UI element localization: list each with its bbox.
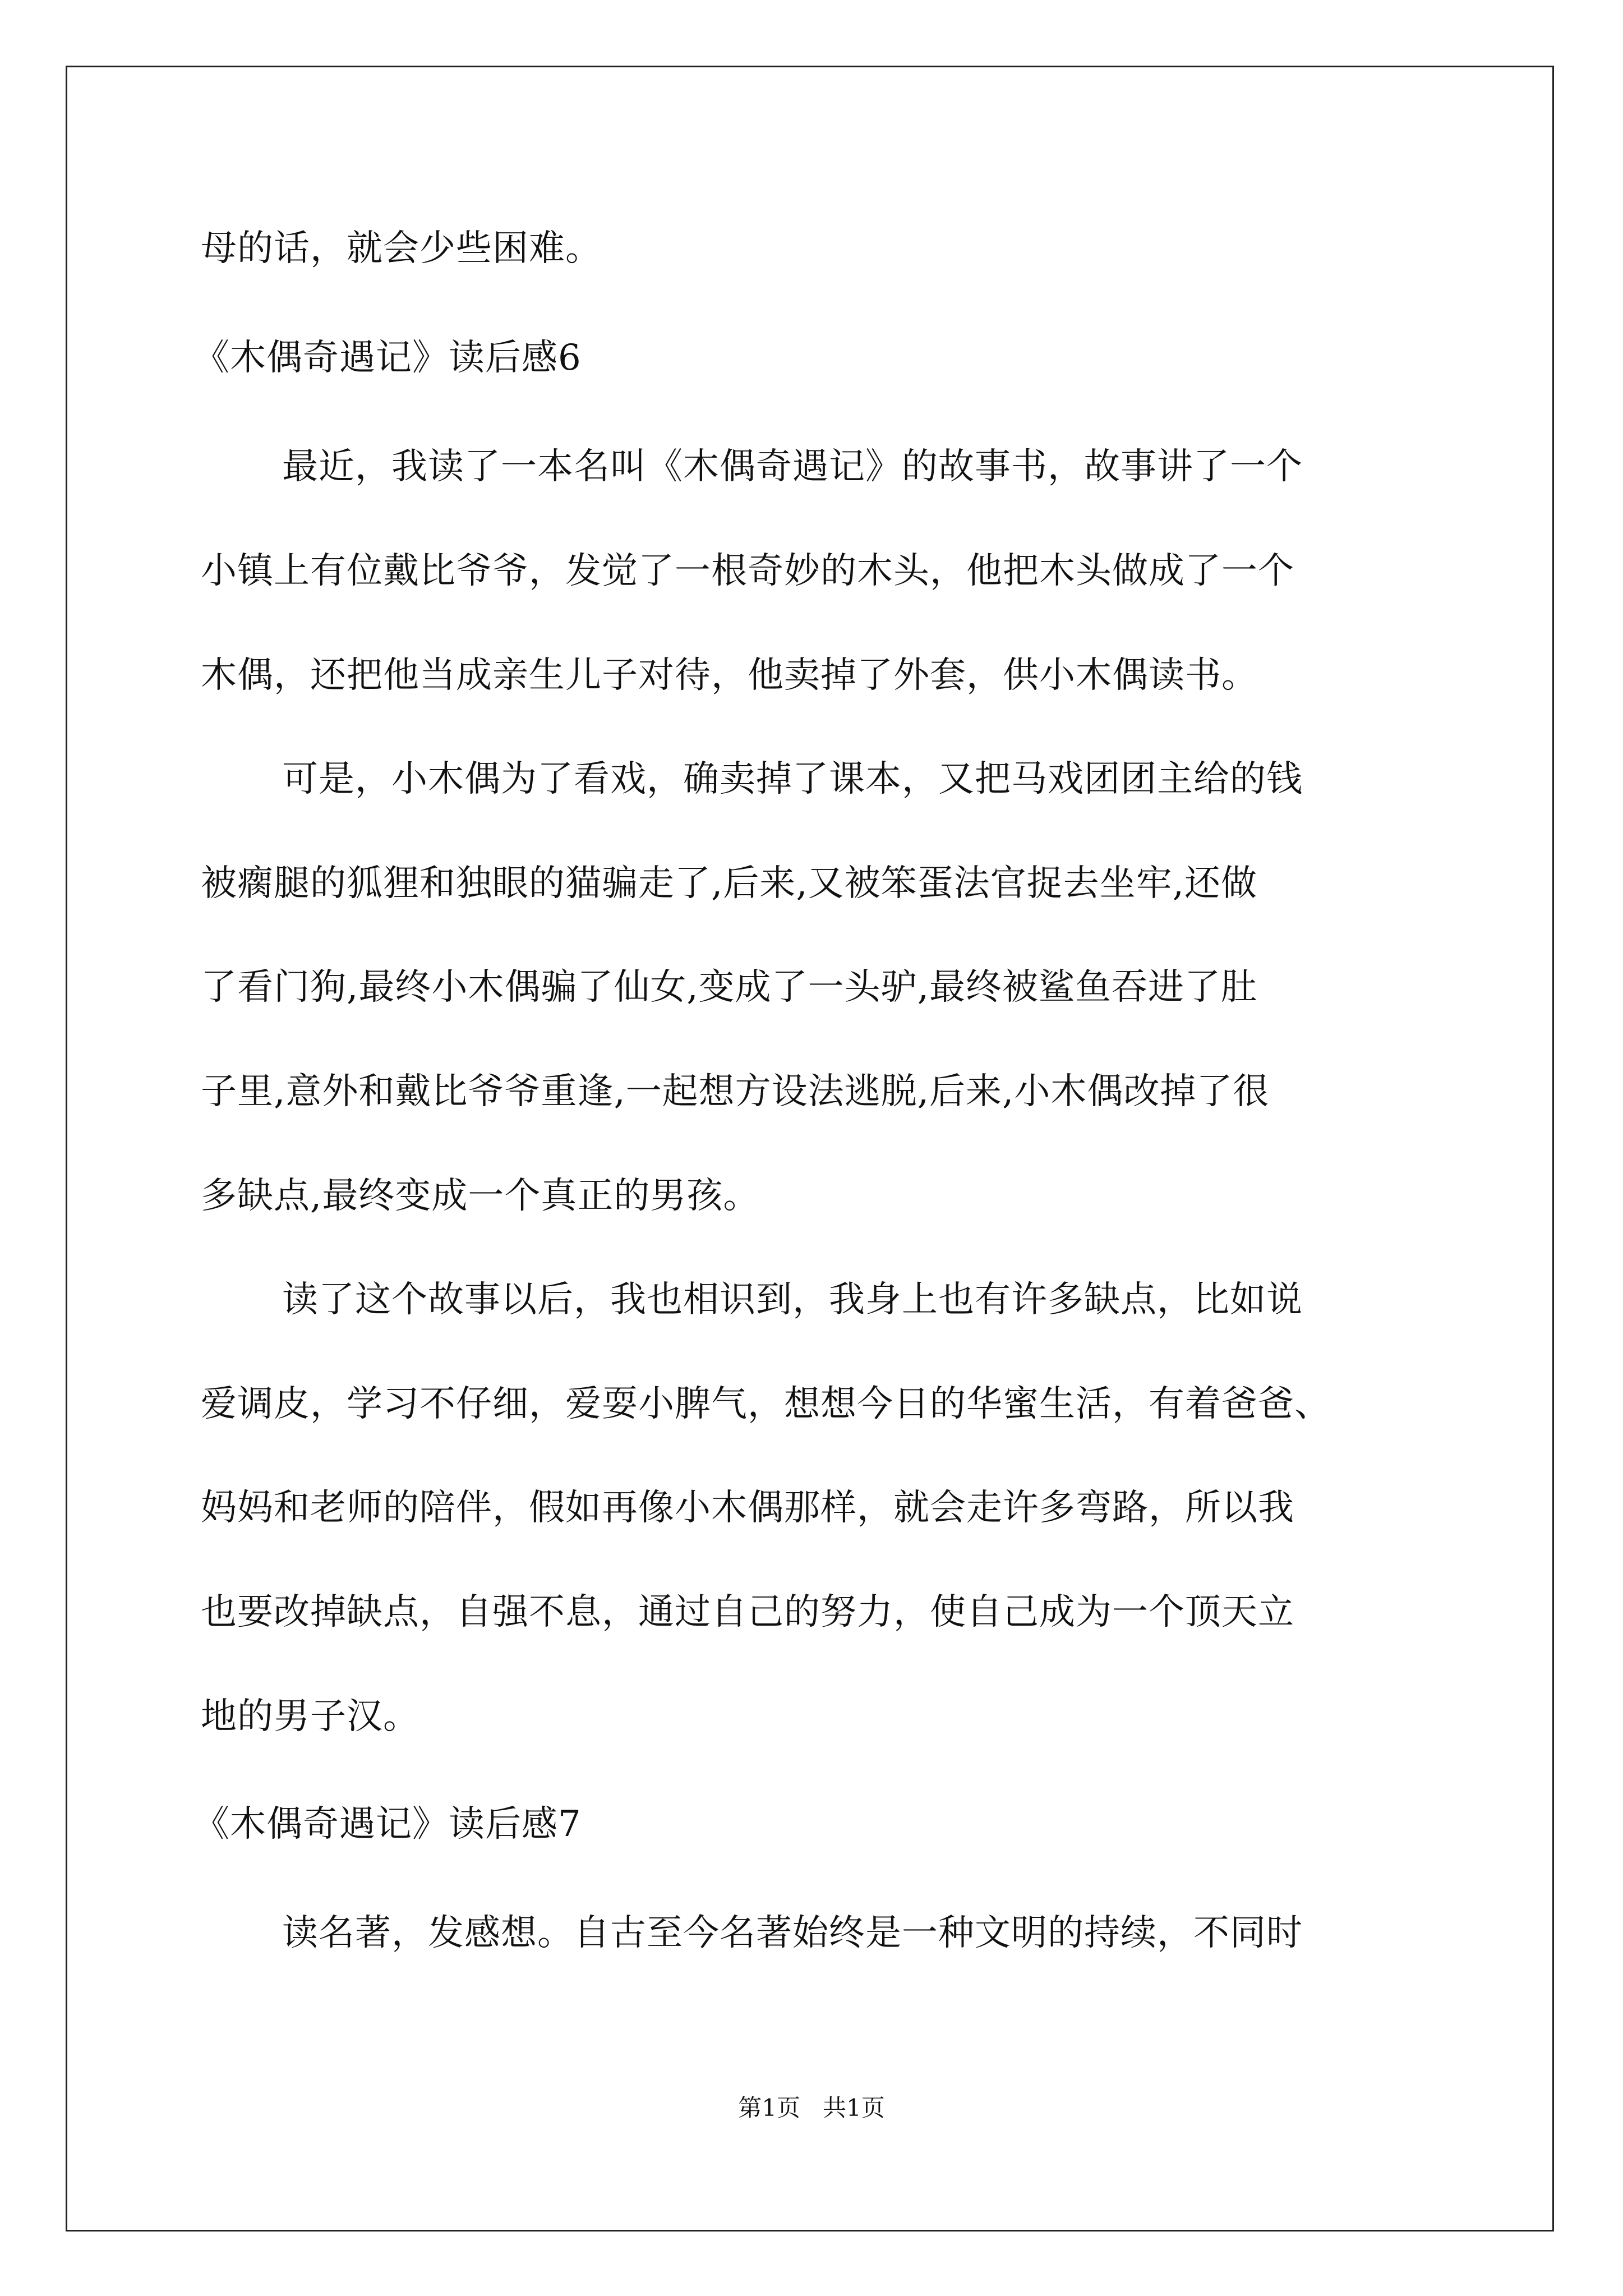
page-footer: 第1页 共1页 — [738, 2094, 885, 2122]
section-heading: 《木偶奇遇记》读后感6 — [193, 337, 582, 379]
paragraph-line: 最近，我读了一本名叫《木偶奇遇记》的故事书，故事讲了一个 — [282, 446, 1303, 487]
paragraph-line: 可是，小木偶为了看戏，确卖掉了课本，又把马戏团团主给的钱 — [282, 758, 1303, 800]
paragraph-line: 子里,意外和戴比爷爷重逢,一起想方设法逃脱,后来,小木偶改掉了很 — [201, 1071, 1270, 1112]
section-heading: 《木偶奇遇记》读后感7 — [193, 1803, 582, 1845]
paragraph-line: 妈妈和老师的陪伴，假如再像小木偶那样，就会走许多弯路，所以我 — [201, 1487, 1294, 1529]
paragraph-line: 被瘸腿的狐狸和独眼的猫骗走了,后来,又被笨蛋法官捉去坐牢,还做 — [201, 863, 1258, 904]
paragraph-line: 母的话，就会少些困难。 — [201, 228, 602, 269]
paragraph-line: 多缺点,最终变成一个真正的男孩。 — [201, 1175, 760, 1217]
page-border — [66, 66, 1554, 2231]
paragraph-line: 地的男子汉。 — [201, 1696, 419, 1737]
paragraph-line: 也要改掉缺点，自强不息，通过自己的努力，使自己成为一个顶天立 — [201, 1591, 1294, 1633]
paragraph-line: 读了这个故事以后，我也相识到，我身上也有许多缺点，比如说 — [282, 1279, 1303, 1320]
paragraph-line: 木偶，还把他当成亲生儿子对待，他卖掉了外套，供小木偶读书。 — [201, 655, 1258, 696]
paragraph-line: 读名著，发感想。自古至今名著始终是一种文明的持续，不同时 — [282, 1912, 1303, 1954]
paragraph-line: 小镇上有位戴比爷爷，发觉了一根奇妙的木头，他把木头做成了一个 — [201, 550, 1294, 592]
paragraph-line: 了看门狗,最终小木偶骗了仙女,变成了一头驴,最终被鲨鱼吞进了肚 — [201, 967, 1258, 1008]
paragraph-line: 爱调皮，学习不仔细，爱耍小脾气，想想今日的华蜜生活，有着爸爸、 — [201, 1383, 1331, 1425]
